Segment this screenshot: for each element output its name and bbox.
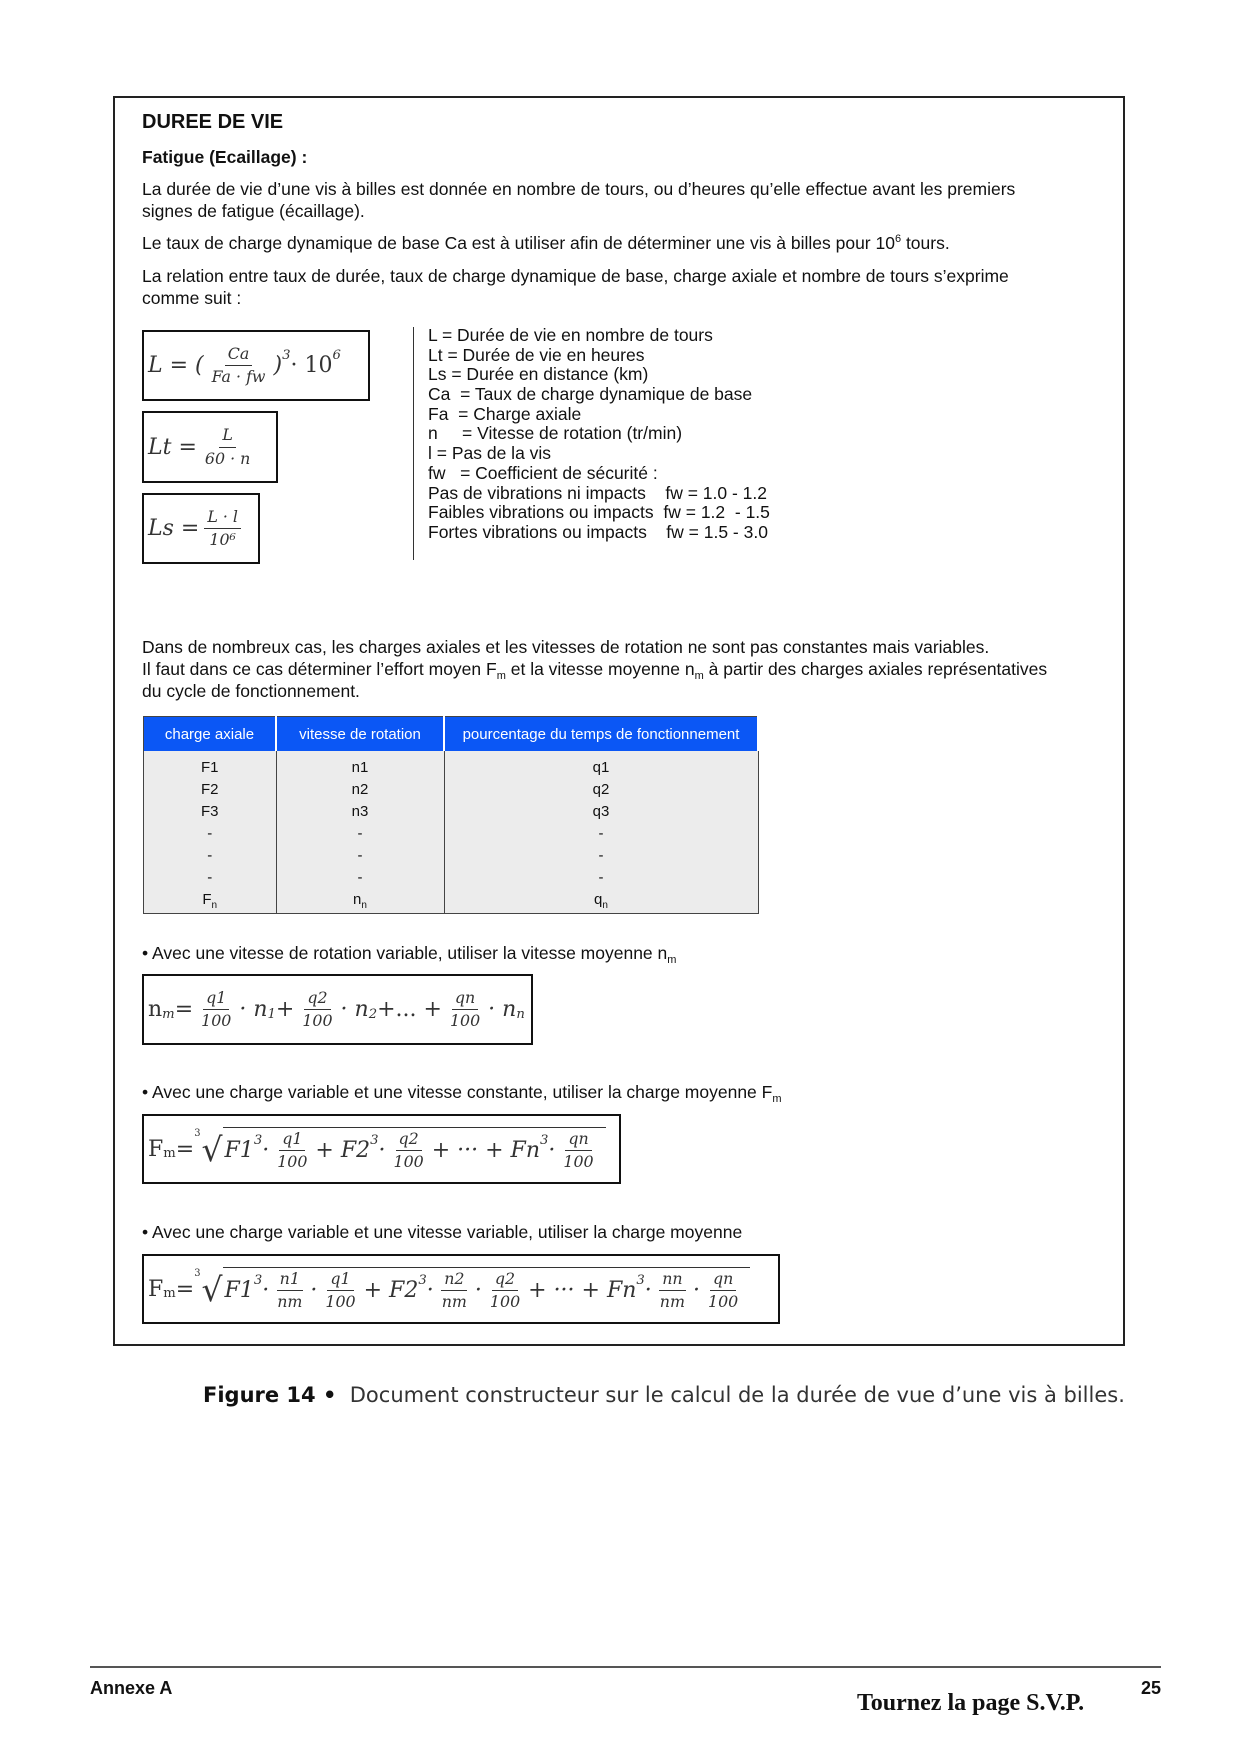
cell-subscript: n [361, 900, 367, 911]
formula-term: · [426, 1278, 434, 1303]
formula-fraction [487, 1270, 523, 1311]
caption-label: Figure 14 • [203, 1383, 337, 1407]
formula-fraction [391, 1130, 427, 1171]
definition-item: Pas de vibrations ni impacts fw = 1.0 - 1.2 [428, 482, 767, 503]
table-cell: - [144, 845, 277, 867]
cell-subscript: n [602, 900, 608, 911]
formula-term: · [310, 1278, 318, 1303]
formula-term: · n [488, 997, 517, 1022]
formula-term: · [378, 1138, 386, 1163]
fraction-numerator: qn [710, 1270, 736, 1291]
fraction-denominator: 10⁶ [209, 530, 236, 549]
formula-fraction [439, 1270, 470, 1311]
bullet-load [142, 1081, 782, 1103]
fraction-numerator: qn [565, 1130, 591, 1151]
formula-fraction [299, 989, 335, 1030]
formula-fraction [274, 1270, 305, 1311]
table-cell: - [444, 845, 758, 867]
cell-symbol: F [202, 891, 212, 908]
table-cell: - [444, 823, 758, 845]
turn-page-note: Tournez la page S.V.P. [857, 1690, 1085, 1716]
formula-fraction [322, 1270, 358, 1311]
table-row [144, 823, 759, 845]
fraction-denominator: Fa · fw [211, 367, 266, 386]
formula-term: Lt = [148, 434, 197, 460]
definition-item: Lt = Durée de vie en heures [428, 344, 645, 365]
fraction-denominator: 100 [302, 1011, 333, 1030]
para4-line1: Dans de nombreux cas, les charges axiales et les vitesses de rotation ne sont pas constantes mais variables. [142, 637, 990, 657]
para4-sub: m [496, 670, 506, 682]
fraction-denominator: 100 [393, 1152, 424, 1171]
table-row [144, 779, 759, 801]
fraction-numerator: q1 [327, 1270, 353, 1291]
fraction-denominator: 100 [449, 1011, 481, 1030]
fraction-numerator: q2 [492, 1270, 518, 1291]
fraction-denominator: 100 [708, 1292, 739, 1311]
formula-term: · [644, 1278, 652, 1303]
fraction-numerator: q1 [279, 1130, 305, 1151]
table-cell: - [144, 867, 277, 889]
fraction-numerator: nn [659, 1270, 685, 1291]
formula-term: + F2 [363, 1278, 419, 1303]
definition-item: l = Pas de la vis [428, 443, 552, 464]
load-table [143, 716, 759, 914]
formula-term: L = ( [148, 353, 204, 378]
table-row [144, 845, 759, 867]
para2-after: tours. [901, 233, 950, 253]
definition-item: Ca = Taux de charge dynamique de base [428, 384, 753, 405]
table-cell [276, 889, 444, 914]
table-cell [144, 889, 277, 914]
table-cell [444, 889, 758, 914]
fraction-numerator: q2 [304, 989, 330, 1010]
formula-term: F1 [224, 1138, 254, 1163]
cell-subscript: n [211, 900, 218, 911]
formula-fraction [198, 989, 234, 1030]
bullet-text: • Avec une vitesse de rotation variable, utiliser la vitesse moyenne n [142, 943, 668, 963]
caption-text: Document constructeur sur le calcul de la durée de vue d’une vis à billes. [349, 1383, 1125, 1407]
fraction-numerator: L [219, 426, 236, 447]
bullet-text: • Avec une charge variable et une vitesse constante, utiliser la charge moyenne F [142, 1082, 773, 1102]
table-cell: - [276, 845, 444, 867]
fraction-numerator: q2 [396, 1130, 422, 1151]
table-cell: - [144, 823, 277, 845]
para1-line1: La durée de vie d’une vis à billes est donnée en nombre de tours, ou d’heures qu’elle effectue avant les premiers [142, 179, 1016, 199]
formula-term: + F2 [315, 1138, 371, 1163]
formula-fraction [560, 1130, 596, 1171]
formula-term: · [548, 1138, 556, 1163]
formula-term: · [262, 1138, 270, 1163]
para2-sup: 6 [894, 233, 902, 245]
radicand: F1 3 · $\frac{q1}{100}$ + F2 3 · $\frac{q2}{100}$ + ··· + Fn 3 · $\frac{qn}{100}$ [223, 1127, 606, 1171]
formula-Ls [142, 493, 260, 564]
para4-text-b: et la vitesse moyenne n [505, 659, 695, 679]
formula-term: · 10 [290, 353, 333, 378]
fraction-denominator: nm [277, 1292, 303, 1311]
formula-fraction [204, 508, 241, 549]
col-header: pourcentage du temps de fonctionnement [444, 717, 758, 752]
footer-annex: Annexe A [90, 1678, 173, 1698]
formula-term: F [148, 1136, 164, 1162]
formula-fraction [274, 1130, 310, 1171]
bullet-sub: m [667, 954, 677, 966]
definition-item: Fortes vibrations ou impacts fw = 1.5 - 3.0 [428, 521, 768, 542]
fraction-numerator: Ca [225, 345, 253, 366]
fraction-denominator: 100 [201, 1011, 232, 1030]
formula-fraction [209, 345, 269, 386]
table-row [144, 867, 759, 889]
formula-fraction [657, 1270, 688, 1311]
fraction-denominator: 100 [563, 1152, 594, 1171]
formula-term: = [174, 997, 194, 1022]
table-cell: - [444, 867, 758, 889]
fraction-numerator: L · l [204, 508, 241, 529]
definition-item: Ls = Durée en distance (km) [428, 364, 649, 385]
formula-Fm-constant-speed: F m = 3 √ F1 3 · $\frac{q1}{100}$ + F2 3 · $\frac{q2}{100}$ + ··· + Fn 3 · $\frac{qn}{100}$ [142, 1114, 621, 1184]
formula-term: · n [340, 997, 369, 1022]
formula-nm: n m = $\frac{q1}{100}$ · n 1 + $\frac{q2}{100}$ · n 2 +... + $\frac{qn}{100}$ · n n [142, 974, 533, 1045]
fraction-denominator: 60 · n [204, 448, 251, 468]
fraction-numerator: q1 [203, 989, 229, 1010]
table-cell: q1 [444, 751, 758, 779]
footer-rule [90, 1666, 1161, 1668]
table-row [144, 751, 759, 779]
table-cell: - [276, 823, 444, 845]
formula-term: = [175, 1276, 195, 1302]
para4-sub: m [694, 670, 704, 682]
bullet-speed [142, 942, 676, 964]
table-cell: - [276, 867, 444, 889]
table-cell: n1 [276, 751, 444, 779]
para2 [142, 232, 950, 254]
page-number: 25 [1140, 1678, 1161, 1698]
definition-item: fw = Coefficient de sécurité : [428, 462, 658, 483]
formula-fraction [202, 426, 253, 467]
table-cell: q3 [444, 801, 758, 823]
definition-item: Faibles vibrations ou impacts fw = 1.2 - 1.5 [428, 502, 770, 523]
divider [413, 327, 414, 560]
formula-term: · [262, 1278, 270, 1303]
table-cell: F3 [144, 801, 277, 823]
radicand: F1 3 · $\frac{n1}{nm}$ · $\frac{q1}{100}$ + F2 3 · $\frac{n2}{nm}$ · $\frac{q2}{100}$ + ··· + Fn 3 · $\frac{nn}{nm}$ · $\frac{qn}{100}$ [223, 1267, 751, 1311]
radical-sign-icon: √ [201, 1269, 223, 1309]
formula-Lt [142, 411, 278, 483]
fraction-numerator: n2 [441, 1270, 467, 1291]
table-cell: n3 [276, 801, 444, 823]
definition-item: Fa = Charge axiale [428, 403, 582, 424]
formula-term: F [148, 1276, 164, 1302]
para2-text: Le taux de charge dynamique de base Ca est à utiliser afin de déterminer une vis à billes pour 10 [142, 233, 895, 253]
cube-root [194, 1267, 750, 1311]
figure-caption [203, 1383, 1125, 1407]
formula-term: n [148, 997, 163, 1022]
formula-Fm-variable-speed: F m = 3 √ F1 3 · $\frac{n1}{nm}$ · $\frac{q1}{100}$ + F2 3 · $\frac{n2}{nm}$ · $\frac{q2}{100}$ + ··· + Fn 3 · $\frac{nn}{nm}$ · $\frac{qn}{100}$ [142, 1254, 780, 1324]
formula-term: + ··· + Fn [431, 1138, 540, 1163]
table-cell: F2 [144, 779, 277, 801]
root-index: 3 [194, 1127, 201, 1139]
para4-line2 [142, 658, 1047, 680]
para4-text-a: Il faut dans ce cas déterminer l’effort moyen F [142, 659, 497, 679]
definition-item: n = Vitesse de rotation (tr/min) [428, 423, 683, 444]
formula-term: · [474, 1278, 482, 1303]
fraction-denominator: nm [441, 1292, 467, 1311]
fraction-denominator: 100 [325, 1292, 356, 1311]
para3-line1: La relation entre taux de durée, taux de charge dynamique de base, charge axiale et nombre de tours s’exprime [142, 266, 1009, 286]
formula-term: Ls = [148, 516, 200, 541]
formula-term: + ··· + Fn [528, 1278, 637, 1303]
para4-line3: du cycle de fonctionnement. [142, 681, 360, 701]
root-index: 3 [194, 1267, 201, 1279]
formula-term: = [175, 1136, 195, 1162]
para4-text-c: à partir des charges axiales représentatives [703, 659, 1048, 679]
para3-line2: comme suit : [142, 288, 242, 308]
para1-line2: signes de fatigue (écaillage). [142, 201, 365, 221]
table-cell: F1 [144, 751, 277, 779]
fraction-denominator: 100 [489, 1292, 521, 1311]
fraction-numerator: n1 [277, 1270, 303, 1291]
definitions-list [428, 326, 770, 543]
col-header: charge axiale [144, 717, 277, 752]
fraction-numerator: qn [452, 989, 478, 1010]
cube-root [194, 1127, 605, 1171]
table-row [144, 889, 759, 914]
bullet-sub: m [772, 1093, 782, 1105]
table-cell: n2 [276, 779, 444, 801]
radical-sign-icon: √ [201, 1129, 223, 1169]
cell-symbol: q [594, 891, 603, 908]
formula-L: L = ( $\frac{Ca}{Fa \cdot fw}$ ) 3 · 10 6 [142, 330, 370, 401]
table-row [144, 801, 759, 823]
col-header: vitesse de rotation [276, 717, 444, 752]
bullet-load-speed: • Avec une charge variable et une vitesse variable, utiliser la charge moyenne [142, 1222, 743, 1242]
section-title: DUREE DE VIE [142, 111, 284, 133]
definition-item: L = Durée de vie en nombre de tours [428, 325, 713, 345]
fraction-denominator: 100 [277, 1152, 308, 1171]
cell-symbol: n [353, 891, 362, 908]
formula-fraction [705, 1270, 741, 1311]
formula-term: +... + [377, 997, 442, 1022]
formula-term: · n [239, 997, 268, 1022]
subtitle: Fatigue (Ecaillage) : [142, 147, 308, 167]
formula-term: + [275, 997, 295, 1022]
formula-term: F1 [224, 1278, 254, 1303]
fraction-denominator: nm [659, 1292, 685, 1311]
table-cell: q2 [444, 779, 758, 801]
formula-term: · [693, 1278, 700, 1303]
formula-fraction [447, 989, 483, 1030]
formula-term: ) [273, 353, 283, 378]
